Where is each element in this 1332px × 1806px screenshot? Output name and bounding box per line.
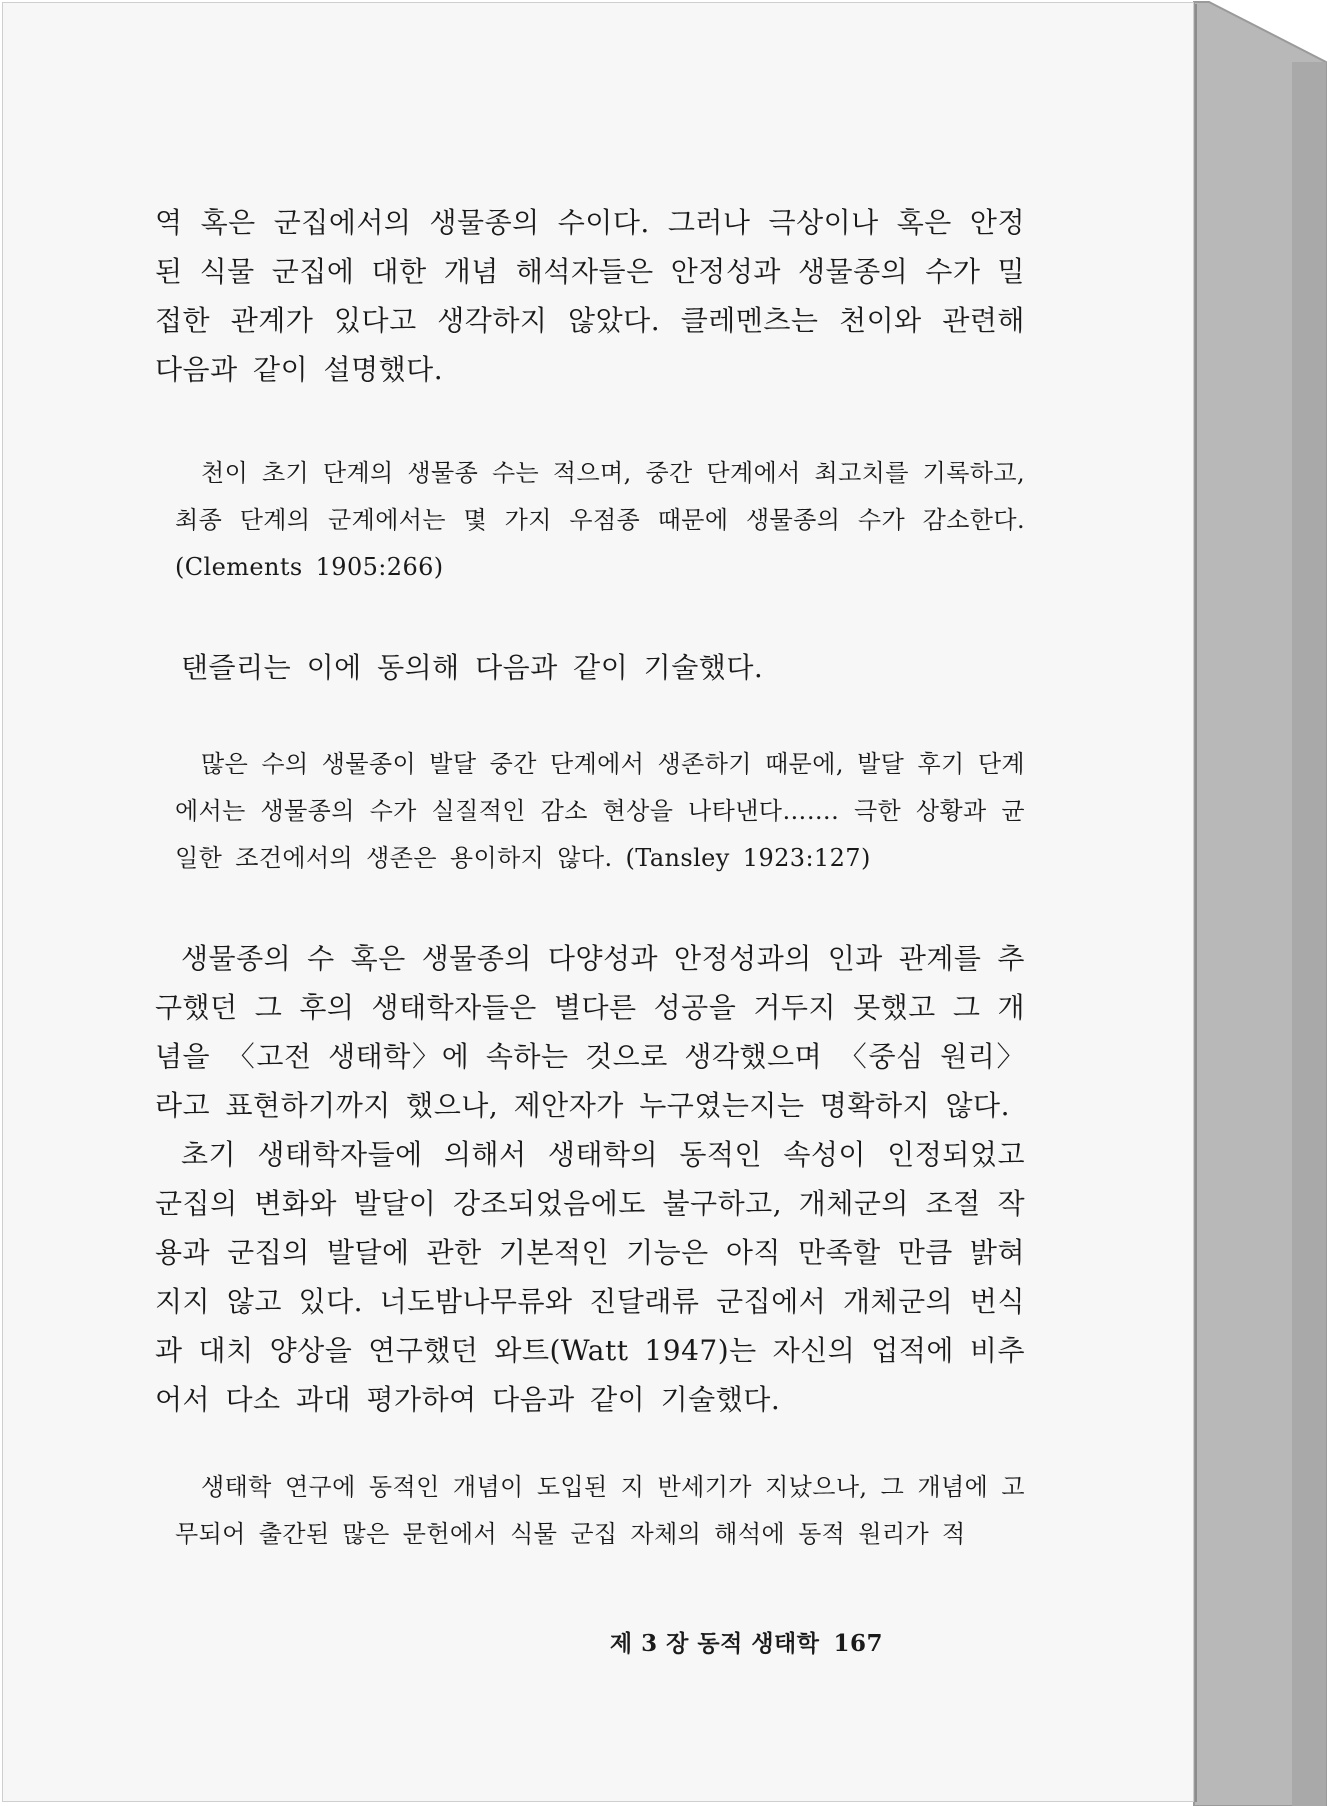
quote-watt: 생태학 연구에 동적인 개념이 도입된 지 반세기가 지났으나, 그 개념에 고무되어 출간된 많은 문헌에서 식물 군집 자체의 해석에 동적 원리가 적 <box>175 1473 1025 1548</box>
paragraph-4: 초기 생태학자들에 의해서 생태학의 동적인 속성이 인정되었고 군집의 변화와 발달이 강조되었음에도 불구하고, 개체군의 조절 작용과 군집의 발달에 관한 기본적인 기능은 아직 만족할 만큼 밝혀지지 않고 있다. 너도밤나무류와 진달래류 군집에서 개체군의 번식과 대치 양상을 연구했던 와트(Watt 1947)는 자신의 업적에 비추어서 다소 과대 평가하여 다음과 같이 기술했다. <box>155 1138 1025 1416</box>
paragraph-2: 탠즐리는 이에 동의해 다음과 같이 기술했다. <box>181 651 764 684</box>
page-number: 167 <box>833 1630 883 1657</box>
quote-clements: 천이 초기 단계의 생물종 수는 적으며, 중간 단계에서 최고치를 기록하고, 최종 단계의 군계에서는 몇 가지 우점종 때문에 생물종의 수가 감소한다. (Clements 1905:266) <box>175 459 1025 581</box>
page-footer <box>596 1625 883 1658</box>
chapter-title: 제 3 장 동적 생태학 <box>609 1630 820 1657</box>
paragraph-1: 역 혹은 군집에서의 생물종의 수이다. 그러나 극상이나 혹은 안정된 식물 군집에 대한 개념 해석자들은 안정성과 생물종의 수가 밀접한 관계가 있다고 생각하지 않았다. 클레멘츠는 천이와 관련해 다음과 같이 설명했다. <box>155 206 1025 386</box>
book-page <box>2 2 1194 1802</box>
paragraph-3: 생물종의 수 혹은 생물종의 다양성과 안정성과의 인과 관계를 추구했던 그 후의 생태학자들은 별다른 성공을 거두지 못했고 그 개념을 〈고전 생태학〉에 속하는 것으로 생각했으며 〈중심 원리〉라고 표현하기까지 했으나, 제안자가 누구였는지는 명확하지 않다. <box>155 942 1025 1122</box>
quote-tansley: 많은 수의 생물종이 발달 중간 단계에서 생존하기 때문에, 발달 후기 단계에서는 생물종의 수가 실질적인 감소 현상을 나타낸다……. 극한 상황과 균일한 조건에서의 생존은 용이하지 않다. (Tansley 1923:127) <box>175 750 1025 872</box>
